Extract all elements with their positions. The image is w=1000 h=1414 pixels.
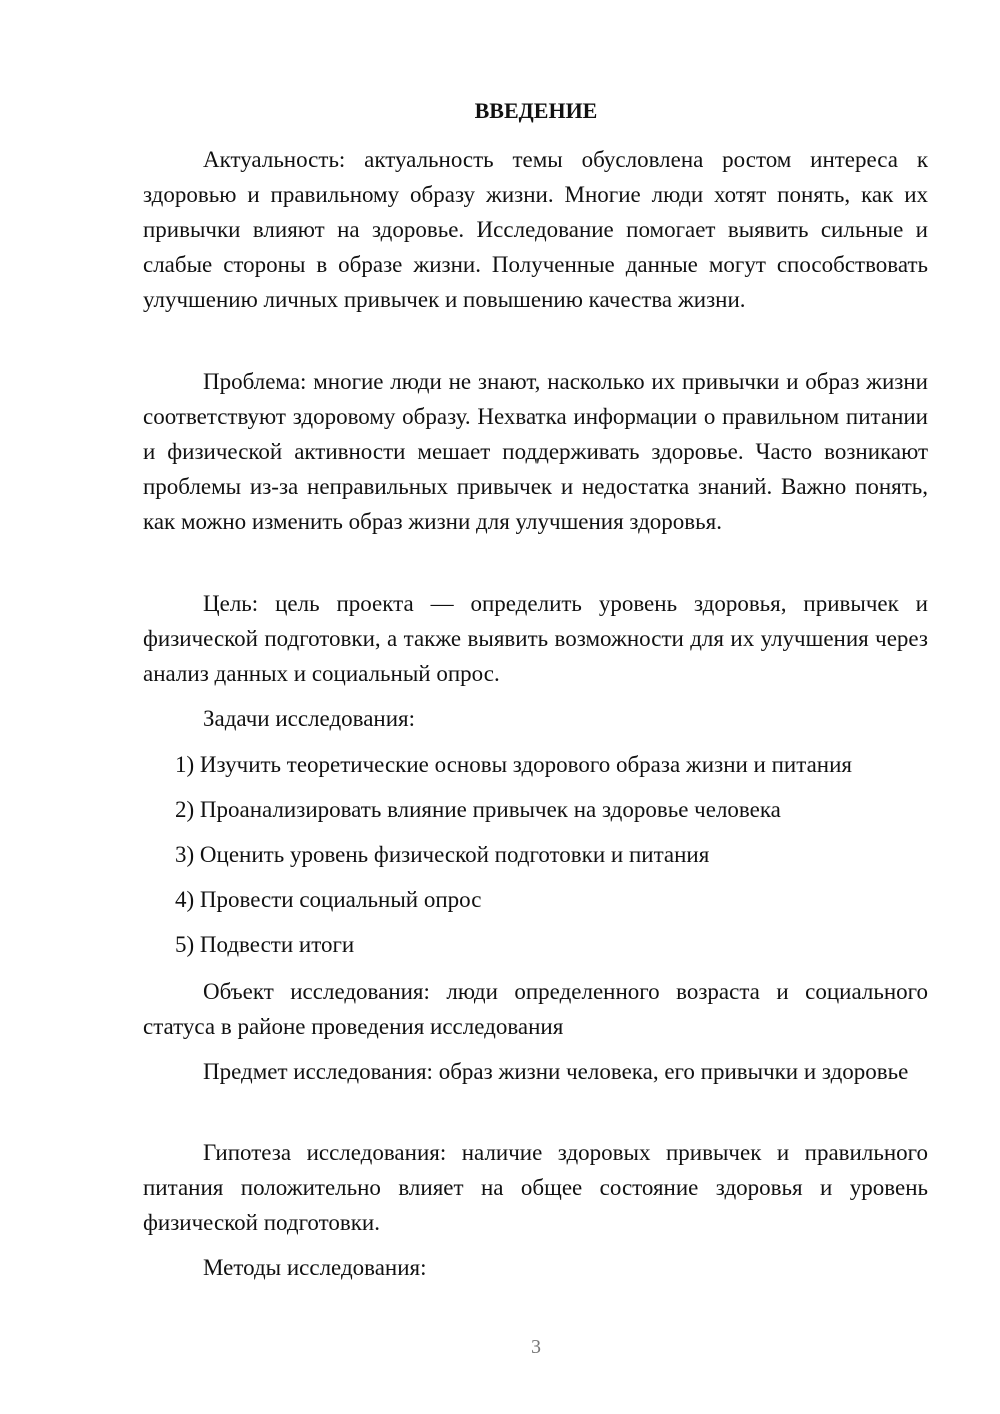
- goal-paragraph: Цель: цель проекта — определить уровень здоровья, привычек и физической подготовки, а также выявить возможности для их улучшения через анализ данных и социальный опрос.: [143, 591, 928, 686]
- object-paragraph: Объект исследования: люди определенного возраста и социального статуса в районе проведения исследования: [143, 979, 928, 1039]
- task-item: 4) Провести социальный опрос: [175, 887, 482, 912]
- problem-paragraph: Проблема: многие люди не знают, насколько их привычки и образ жизни соответствуют здоровому образу. Нехватка информации о правильном питании и физической активности мешает поддерживать здоровье. Часто возникают проблемы из-за неправильных привычек и недостатка знаний. Важно понять, как можно изменить образ жизни для улучшения здоровья.: [143, 369, 928, 534]
- task-item: 2) Проанализировать влияние привычек на здоровье человека: [175, 797, 781, 822]
- subject-paragraph: Предмет исследования: образ жизни человека, его привычки и здоровье: [203, 1059, 909, 1084]
- page-number: 3: [531, 1336, 541, 1358]
- task-item: 3) Оценить уровень физической подготовки и питания: [175, 842, 710, 867]
- methods-title: Методы исследования:: [203, 1255, 427, 1280]
- hypothesis-paragraph: Гипотеза исследования: наличие здоровых привычек и правильного питания положительно влияет на общее состояние здоровья и уровень физической подготовки.: [143, 1140, 928, 1235]
- tasks-title: Задачи исследования:: [203, 706, 416, 731]
- task-item: 5) Подвести итоги: [175, 932, 355, 957]
- page-title: ВВЕДЕНИЕ: [474, 98, 598, 123]
- task-item: 1) Изучить теоретические основы здорового образа жизни и питания: [175, 752, 852, 777]
- relevance-paragraph: Актуальность: актуальность темы обусловлена ростом интереса к здоровью и правильному образу жизни. Многие люди хотят понять, как их привычки влияют на здоровье. Исследование помогает выявить сильные и слабые стороны в образе жизни. Полученные данные могут способствовать улучшению личных привычек и повышению качества жизни.: [143, 147, 928, 312]
